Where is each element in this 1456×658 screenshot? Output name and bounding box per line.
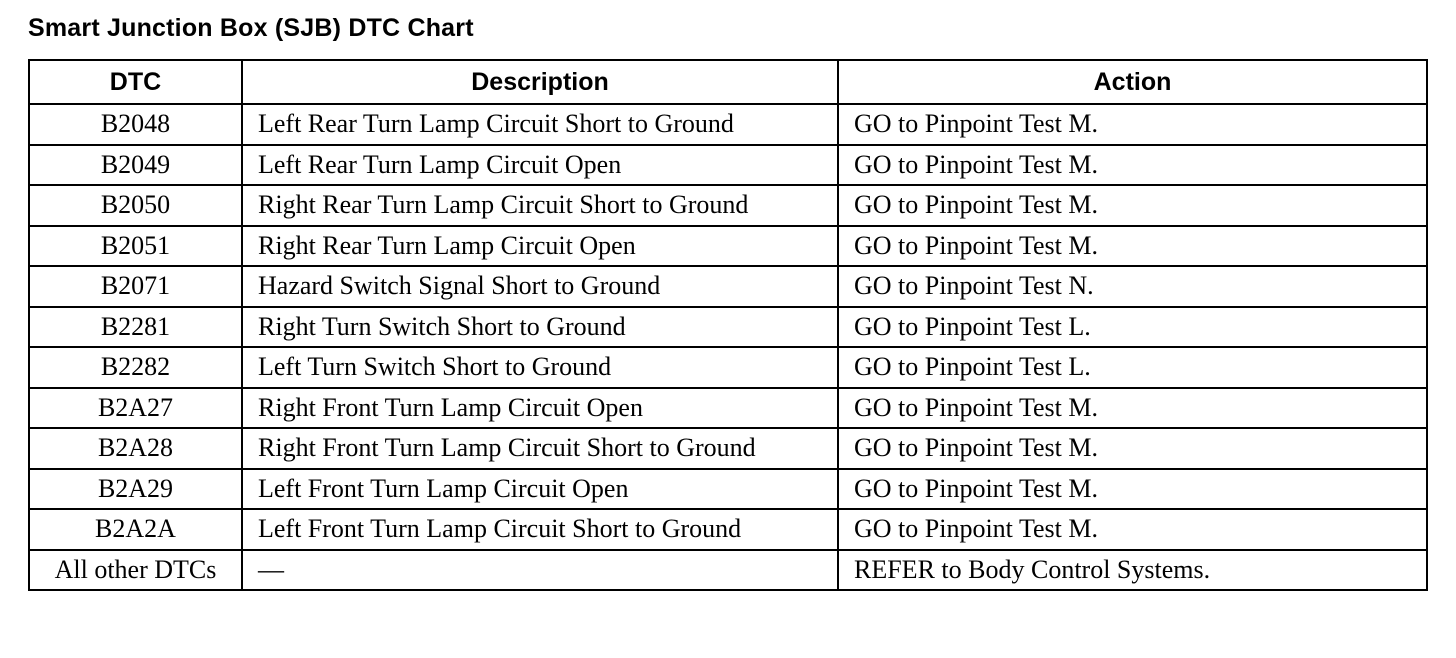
action-cell: GO to Pinpoint Test N. [838,266,1427,307]
table-row [29,428,1427,469]
dtc-code-cell: B2A28 [29,428,242,469]
page-title: Smart Junction Box (SJB) DTC Chart [28,14,474,42]
table-row [29,145,1427,186]
table-row [29,469,1427,510]
dtc-code-cell: B2048 [29,104,242,145]
dtc-code-cell: B2051 [29,226,242,267]
dtc-code-cell: B2071 [29,266,242,307]
dtc-code-cell: B2281 [29,307,242,348]
table-row [29,307,1427,348]
description-cell: Right Turn Switch Short to Ground [242,307,838,348]
action-cell: GO to Pinpoint Test M. [838,145,1427,186]
description-cell: Left Front Turn Lamp Circuit Open [242,469,838,510]
table-header-row [29,60,1427,104]
table-row [29,226,1427,267]
table-row [29,185,1427,226]
table-row [29,104,1427,145]
description-cell: Right Front Turn Lamp Circuit Short to Ground [242,428,838,469]
action-cell: GO to Pinpoint Test M. [838,469,1427,510]
description-cell: Left Rear Turn Lamp Circuit Short to Ground [242,104,838,145]
description-cell: Right Front Turn Lamp Circuit Open [242,388,838,429]
description-cell: Right Rear Turn Lamp Circuit Open [242,226,838,267]
description-cell: Left Turn Switch Short to Ground [242,347,838,388]
dtc-table [28,59,1428,591]
dtc-code-cell: B2282 [29,347,242,388]
action-cell: REFER to Body Control Systems. [838,550,1427,591]
description-cell: Hazard Switch Signal Short to Ground [242,266,838,307]
table-row [29,550,1427,591]
dtc-code-cell: B2050 [29,185,242,226]
dtc-code-cell: B2A27 [29,388,242,429]
description-cell: — [242,550,838,591]
table-row [29,266,1427,307]
action-cell: GO to Pinpoint Test M. [838,428,1427,469]
table-row [29,347,1427,388]
header-action: Action [838,60,1427,104]
action-cell: GO to Pinpoint Test M. [838,226,1427,267]
action-cell: GO to Pinpoint Test M. [838,104,1427,145]
dtc-code-cell: All other DTCs [29,550,242,591]
description-cell: Left Front Turn Lamp Circuit Short to Ground [242,509,838,550]
action-cell: GO to Pinpoint Test M. [838,388,1427,429]
dtc-code-cell: B2A2A [29,509,242,550]
action-cell: GO to Pinpoint Test M. [838,509,1427,550]
description-cell: Right Rear Turn Lamp Circuit Short to Ground [242,185,838,226]
action-cell: GO to Pinpoint Test L. [838,347,1427,388]
action-cell: GO to Pinpoint Test L. [838,307,1427,348]
description-cell: Left Rear Turn Lamp Circuit Open [242,145,838,186]
table-row [29,509,1427,550]
dtc-code-cell: B2049 [29,145,242,186]
header-description: Description [242,60,838,104]
dtc-code-cell: B2A29 [29,469,242,510]
header-dtc: DTC [29,60,242,104]
action-cell: GO to Pinpoint Test M. [838,185,1427,226]
table-row [29,388,1427,429]
